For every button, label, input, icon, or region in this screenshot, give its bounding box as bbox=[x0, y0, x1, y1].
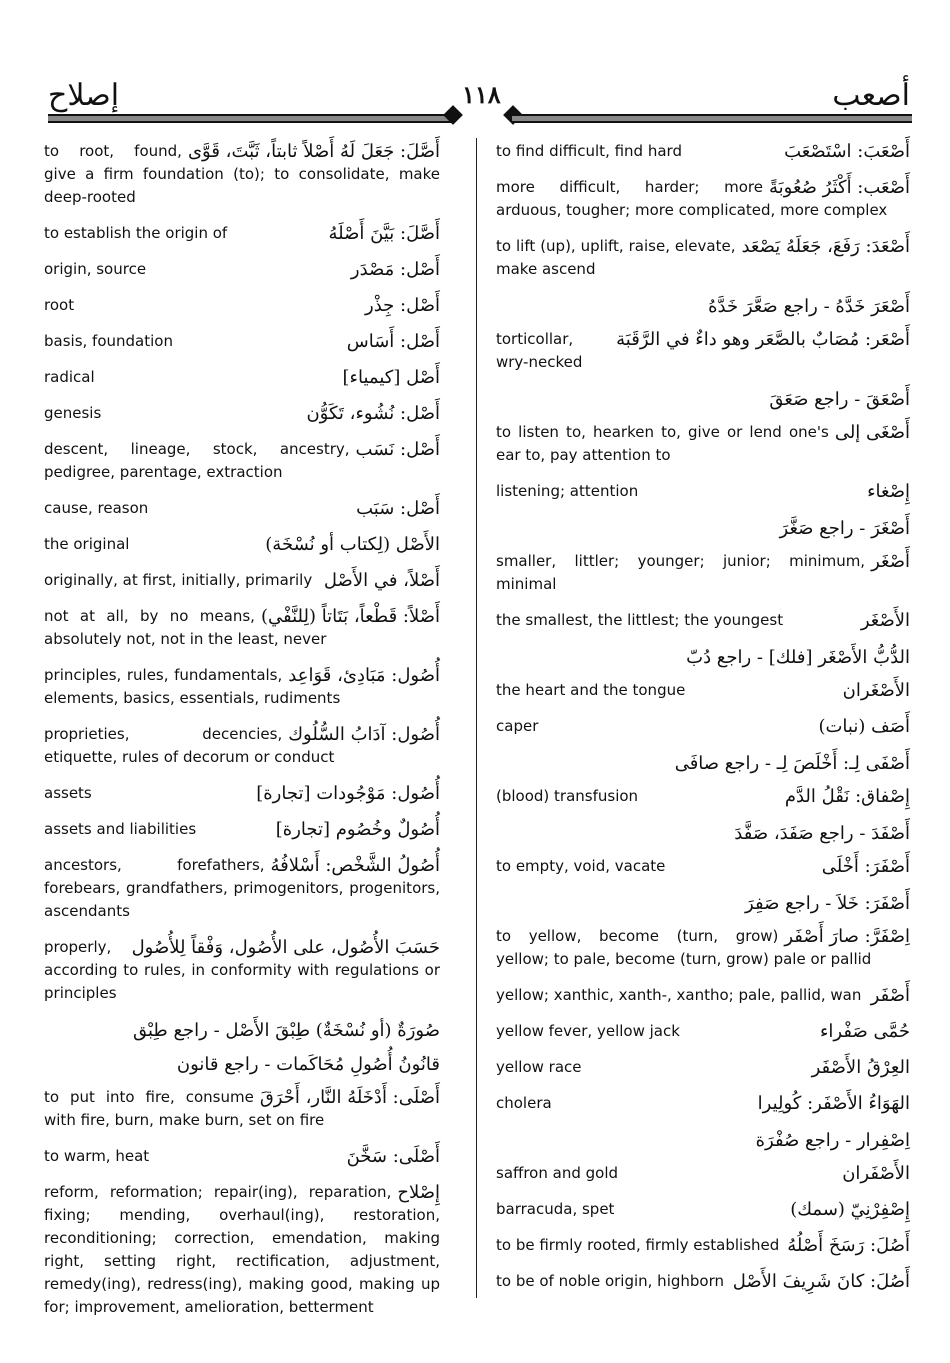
english-definition: to put into fire, consume with fire, burn, make burn, set on fire bbox=[44, 1088, 325, 1129]
arabic-headword: أَصُلَ: رَسَخَ أَصْلُهُ bbox=[787, 1235, 910, 1256]
english-definition: root bbox=[44, 296, 75, 314]
arabic-headword: الهَوَاءُ الأَصْفَر: كُولِيرا bbox=[757, 1093, 910, 1114]
dictionary-entry bbox=[496, 1020, 910, 1043]
arabic-headword: إِصْلاح bbox=[397, 1182, 440, 1203]
arabic-headword: أَصْفَر bbox=[870, 985, 910, 1006]
left-guide-word: إصلاح bbox=[48, 78, 120, 113]
english-definition: principles, rules, fundamentals, elements, basics, essentials, rudiments bbox=[44, 666, 341, 707]
english-definition: originally, at first, initially, primarily bbox=[44, 571, 313, 589]
cross-reference: أَصْغَرَ - راجع صَغَّرَ bbox=[779, 518, 910, 539]
arabic-headword: أَصَف (نبات) bbox=[818, 716, 910, 737]
arabic-headword: أَصْلَى: أَدْخَلَهُ النَّار، أَحْرَقَ bbox=[259, 1087, 440, 1108]
arabic-headword: أَصَّلَ: بَيَّنَ أَصْلَهُ bbox=[328, 223, 440, 244]
dictionary-entry bbox=[496, 1162, 910, 1185]
dictionary-entry bbox=[496, 715, 910, 738]
cross-reference: قانُونُ أُصُولِ مُحَاكَمات - راجع قانون bbox=[176, 1054, 440, 1075]
english-definition: cholera bbox=[496, 1094, 552, 1112]
arabic-headword: حَسَبَ الأُصُول، على الأُصُول، وَفْقاً لِلأُصُول bbox=[131, 937, 440, 958]
english-definition: to root, found, give a firm foundation (to); to consolidate, make deep-rooted bbox=[44, 142, 440, 206]
english-definition: ancestors, forefathers, forebears, grandfathers, primogenitors, progenitors, ascendants bbox=[44, 856, 440, 920]
arabic-headword: اِصْفَرَّ: صارَ أَصْفَر bbox=[784, 926, 910, 947]
english-definition: caper bbox=[496, 717, 539, 735]
english-definition: properly, according to rules, in conformity with regulations or principles bbox=[44, 938, 440, 1002]
dictionary-entry bbox=[44, 854, 440, 923]
arabic-headword: أَصْغَر bbox=[871, 551, 910, 572]
dictionary-entry bbox=[496, 679, 910, 702]
dictionary-entry bbox=[496, 925, 910, 971]
arabic-headword: أَصْعَب: أَكْثَرُ صُعُوبَةً bbox=[768, 177, 910, 198]
cross-reference: اِصْفِرار - راجع صُفْرَة bbox=[755, 1130, 910, 1151]
dictionary-entry bbox=[44, 1145, 440, 1168]
english-definition: cause, reason bbox=[44, 499, 149, 517]
arabic-headword: أَصْعَبَ: اسْتَصْعَبَ bbox=[784, 141, 910, 162]
dictionary-entry bbox=[496, 855, 910, 878]
dictionary-entry bbox=[496, 328, 910, 374]
dictionary-entry bbox=[496, 1056, 910, 1079]
arabic-headword: إِصْفاق: نَقْلُ الدَّم bbox=[784, 786, 910, 807]
dictionary-entry bbox=[44, 664, 440, 710]
arabic-headword: إِصْفِرْنِيّ (سمك) bbox=[790, 1199, 910, 1220]
cross-reference: أَصْعَقَ - راجع صَعَقَ bbox=[769, 389, 910, 410]
cross-reference: أَصْعَرَ خَدَّهُ - راجع صَعَّرَ خَدَّهُ bbox=[708, 296, 910, 317]
english-definition: yellow; xanthic, xanth-, xantho; pale, pallid, wan bbox=[496, 986, 862, 1004]
english-definition: assets bbox=[44, 784, 92, 802]
arabic-headword: أُصُول: مَبَادِئ، قَوَاعِد bbox=[288, 665, 440, 686]
english-definition: to be firmly rooted, firmly established bbox=[496, 1236, 780, 1254]
arabic-headword: حُمَّى صَفْراء bbox=[819, 1021, 910, 1042]
arabic-headword: أَصْعَدَ: رَفَعَ، جَعَلَهُ يَصْعَد bbox=[741, 236, 910, 257]
english-definition: to warm, heat bbox=[44, 1147, 150, 1165]
dictionary-entry bbox=[44, 936, 440, 1005]
cross-reference: أَصْفَرَ: خَلاَ - راجع صَفِرَ bbox=[745, 893, 910, 914]
arabic-headword: أَصُلَ: كانَ شَرِيفَ الأَصْل bbox=[732, 1271, 910, 1292]
dictionary-entry bbox=[44, 366, 440, 389]
arabic-headword: أَصْلاً، في الأَصْل bbox=[323, 570, 440, 591]
dictionary-entry bbox=[496, 1234, 910, 1257]
english-definition: more difficult, harder; more arduous, tougher; more complicated, more complex bbox=[496, 178, 888, 219]
arabic-headword: أَصْغَى إلى bbox=[834, 422, 910, 443]
dictionary-entry bbox=[44, 1181, 440, 1319]
english-definition: the heart and the tongue bbox=[496, 681, 686, 699]
dictionary-entry bbox=[44, 569, 440, 592]
english-definition: to listen to, hearken to, give or lend one's ear to, pay attention to bbox=[496, 423, 829, 464]
english-definition: saffron and gold bbox=[496, 1164, 619, 1182]
header-rule-left bbox=[48, 114, 453, 123]
arabic-headword: الأَصْل (لِكتاب أو نُسْخَة) bbox=[265, 534, 440, 555]
arabic-headword: أَصْل: سَبَب bbox=[356, 498, 440, 519]
dictionary-entry bbox=[44, 605, 440, 651]
column-divider bbox=[476, 138, 477, 1298]
dictionary-entry bbox=[44, 782, 440, 805]
english-definition: descent, lineage, stock, ancestry, pedigree, parentage, extraction bbox=[44, 440, 350, 481]
cross-reference: صُورَةٌ (أو نُسْخَةٌ) طِبْقَ الأَصْل - راجع طِبْق bbox=[132, 1020, 440, 1041]
english-definition: genesis bbox=[44, 404, 102, 422]
english-definition: torticollar, wry-necked bbox=[496, 330, 583, 371]
arabic-headword: أُصُولُ الشَّخْص: أَسْلافُهُ bbox=[270, 855, 440, 876]
arabic-headword: أَصْل: جِذْر bbox=[365, 295, 440, 316]
header-rule-right bbox=[512, 114, 912, 123]
english-definition: to empty, void, vacate bbox=[496, 857, 666, 875]
arabic-headword: أَصْلَى: سَخَّنَ bbox=[346, 1146, 440, 1167]
dictionary-entry bbox=[496, 1270, 910, 1293]
dictionary-entry bbox=[496, 1092, 910, 1115]
arabic-headword: أُصُولٌ وخُصُوم [تجارة] bbox=[275, 819, 440, 840]
dictionary-entry bbox=[496, 550, 910, 596]
english-definition: smaller, littler; younger; junior; minimum, minimal bbox=[496, 552, 866, 593]
dictionary-entry bbox=[44, 140, 440, 209]
arabic-headword: الأَصْفَران bbox=[842, 1163, 910, 1184]
english-definition: the smallest, the littlest; the youngest bbox=[496, 611, 784, 629]
english-definition: yellow race bbox=[496, 1058, 582, 1076]
english-definition: the original bbox=[44, 535, 130, 553]
dictionary-entry bbox=[44, 330, 440, 353]
dictionary-entry bbox=[44, 438, 440, 484]
cross-reference: أَصْفَدَ - راجع صَفَدَ، صَفَّدَ bbox=[734, 823, 910, 844]
english-definition: to establish the origin of bbox=[44, 224, 228, 242]
arabic-headword: أُصُول: آدَابُ السُّلُوك bbox=[288, 724, 440, 745]
english-definition: to lift (up), uplift, raise, elevate, make ascend bbox=[496, 237, 736, 278]
dictionary-entry bbox=[496, 480, 910, 503]
arabic-headword: أَصْل: أَسَاس bbox=[346, 331, 440, 352]
dictionary-entry bbox=[496, 785, 910, 808]
dictionary-entry bbox=[44, 222, 440, 245]
arabic-headword: أَصَّلَ: جَعَلَ لَهُ أَصْلاً ثابتاً، ثَبَّتَ، قَوَّى bbox=[187, 141, 440, 162]
english-definition: to find difficult, find hard bbox=[496, 142, 682, 160]
cross-reference: الدُّبُّ الأَصْغَر [فلك] - راجع دُبّ bbox=[686, 647, 910, 668]
arabic-headword: أُصُول: مَوْجُودات [تجارة] bbox=[256, 783, 440, 804]
english-definition: listening; attention bbox=[496, 482, 639, 500]
arabic-headword: أَصْل: نَسَب bbox=[355, 439, 440, 460]
cross-reference: أَصْفَى لِـ: أَخْلَصَ لِـ - راجع صافَى bbox=[674, 753, 910, 774]
english-definition: reform, reformation; repair(ing), reparation, fixing; mending, overhaul(ing), restoration, reconditioning; correction, emendation, making right, setting right, rectification, adjustment, remedy(ing), redress(ing), making good, making up for; improvement, amelioration, betterment bbox=[44, 1183, 440, 1316]
arabic-headword: أَصْعَر: مُصَابٌ بالصَّعَر وهو داءٌ في الرَّقَبَة bbox=[616, 329, 910, 350]
dictionary-entry bbox=[44, 723, 440, 769]
dictionary-entry bbox=[496, 984, 910, 1007]
dictionary-entry bbox=[44, 1086, 440, 1132]
arabic-headword: الأَصْغَر bbox=[860, 610, 910, 631]
dictionary-entry bbox=[496, 1198, 910, 1221]
dictionary-entry bbox=[44, 294, 440, 317]
dictionary-entry bbox=[44, 402, 440, 425]
right-guide-word: أصعب bbox=[832, 78, 910, 113]
english-definition: basis, foundation bbox=[44, 332, 173, 350]
english-definition: assets and liabilities bbox=[44, 820, 197, 838]
right-column bbox=[496, 140, 910, 1306]
arabic-headword: أَصْلاً: قَطْعاً، بَتَاتاً (لِلنَّفْي) bbox=[260, 606, 440, 627]
dictionary-entry bbox=[496, 421, 910, 467]
english-definition: not at all, by no means, absolutely not, not in the least, never bbox=[44, 607, 327, 648]
english-definition: origin, source bbox=[44, 260, 147, 278]
page-header bbox=[30, 78, 920, 128]
dictionary-entry bbox=[496, 140, 910, 163]
english-definition: proprieties, decencies, etiquette, rules of decorum or conduct bbox=[44, 725, 335, 766]
arabic-headword: أَصْل: نُشُوء، تَكَوُّن bbox=[306, 403, 440, 424]
english-definition: to yellow, become (turn, grow) yellow; to pale, become (turn, grow) pale or pallid bbox=[496, 927, 872, 968]
dictionary-entry bbox=[496, 609, 910, 632]
dictionary-entry bbox=[496, 235, 910, 281]
arabic-headword: أَصْل: مَصْدَر bbox=[350, 259, 440, 280]
english-definition: (blood) transfusion bbox=[496, 787, 639, 805]
page-number: ١١٨ bbox=[462, 80, 501, 109]
dictionary-entry bbox=[44, 258, 440, 281]
left-column bbox=[44, 140, 440, 1332]
english-definition: yellow fever, yellow jack bbox=[496, 1022, 680, 1040]
dictionary-entry bbox=[44, 497, 440, 520]
arabic-headword: أَصْفَرَ: أَخْلَى bbox=[821, 856, 910, 877]
dictionary-entry bbox=[44, 818, 440, 841]
arabic-headword: الأَصْغَران bbox=[842, 680, 910, 701]
arabic-headword: إِصْغاء bbox=[867, 481, 910, 502]
english-definition: radical bbox=[44, 368, 95, 386]
english-definition: barracuda, spet bbox=[496, 1200, 615, 1218]
arabic-headword: أَصْل [كيمياء] bbox=[342, 367, 440, 388]
arabic-headword: العِرْقُ الأَصْفَر bbox=[811, 1057, 910, 1078]
dictionary-entry bbox=[44, 533, 440, 556]
dictionary-entry bbox=[496, 176, 910, 222]
english-definition: to be of noble origin, highborn bbox=[496, 1272, 724, 1290]
